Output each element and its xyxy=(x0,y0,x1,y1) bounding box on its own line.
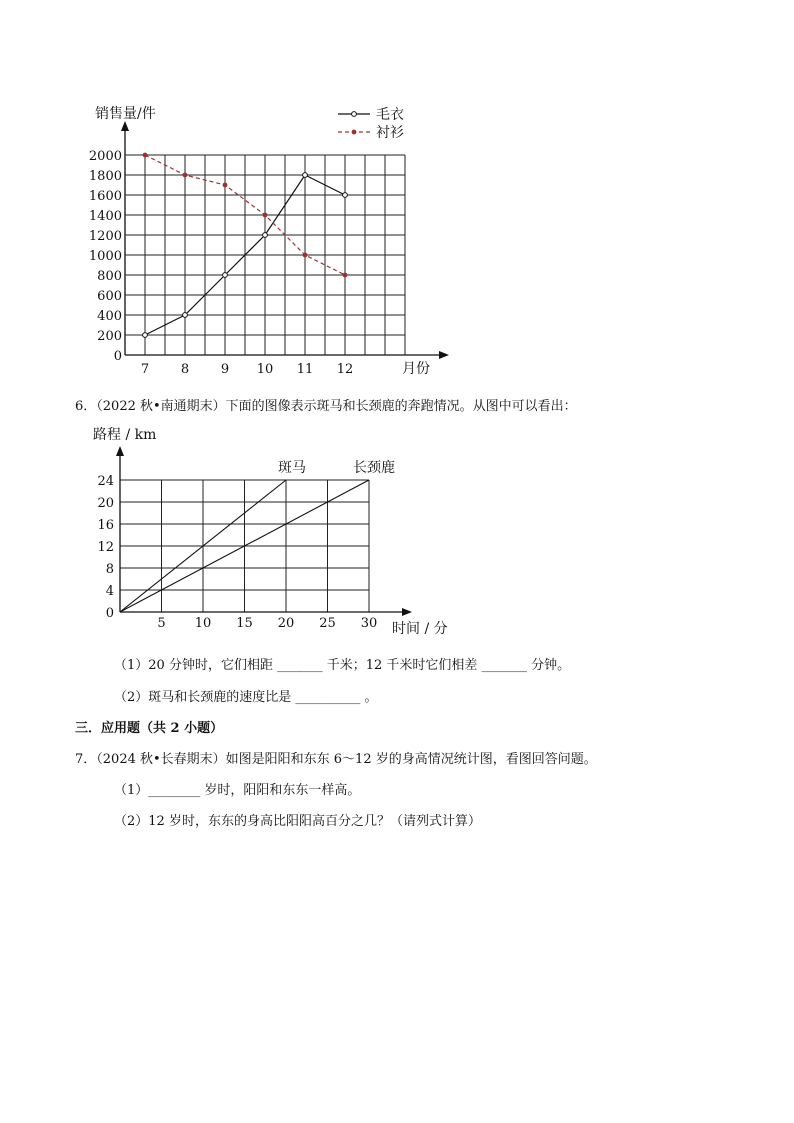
series-label-zebra: 斑马 xyxy=(278,460,306,476)
x-tick-label: 15 xyxy=(236,616,253,631)
x-axis-arrow xyxy=(402,608,412,616)
q6-sub1: （1）20 分钟时，它们相距 _______ 千米；12 千米时它们相差 _______ 分钟。 xyxy=(114,658,571,673)
x-tick-label: 10 xyxy=(194,616,212,631)
y-tick-label: 20 xyxy=(97,496,114,511)
run-chart-y-axis-label: 路程 / km xyxy=(93,427,157,443)
data-point xyxy=(343,273,348,278)
data-point xyxy=(143,153,148,158)
y-tick-label: 600 xyxy=(97,289,122,304)
data-point xyxy=(183,173,188,178)
x-tick-label: 9 xyxy=(220,362,230,377)
q7-stem: 7．（2024 秋•长春期末）如图是阳阳和东东 6～12 岁的身高情况统计图，看图回答问题。 xyxy=(75,752,597,767)
data-point xyxy=(183,313,188,318)
y-tick-label: 24 xyxy=(97,474,114,489)
run-chart-x-axis-label: 时间 / 分 xyxy=(392,621,448,637)
q7-sub2: （2）12 岁时，东东的身高比阳阳高百分之几？（请列式计算） xyxy=(114,814,481,829)
y-tick-label: 16 xyxy=(97,518,114,533)
y-tick-label: 400 xyxy=(97,309,122,324)
y-tick-label: 2000 xyxy=(88,149,122,164)
data-point xyxy=(263,233,268,238)
sales-chart-y-axis-label: 销售量/件 xyxy=(95,106,156,122)
q6-sub2: （2）斑马和长颈鹿的速度比是 __________ 。 xyxy=(114,690,378,705)
x-tick-label: 5 xyxy=(157,616,166,631)
y-tick-label: 1000 xyxy=(88,249,122,264)
x-tick-label: 20 xyxy=(277,616,295,631)
y-tick-label: 12 xyxy=(97,540,114,555)
x-tick-label: 30 xyxy=(360,616,378,631)
data-point xyxy=(143,333,148,338)
legend-marker xyxy=(352,112,357,117)
data-point xyxy=(343,193,348,198)
data-point xyxy=(303,173,308,178)
legend-marker xyxy=(352,130,357,135)
y-tick-label: 800 xyxy=(97,269,122,284)
x-tick-label: 7 xyxy=(140,362,150,377)
data-point xyxy=(303,253,308,258)
run-chart xyxy=(0,420,794,645)
x-axis-arrow xyxy=(439,351,449,359)
section-3-heading: 三．应用题（共 2 小题） xyxy=(75,721,224,736)
sales-chart-tick-labels xyxy=(89,149,353,377)
x-tick-label: 12 xyxy=(336,362,354,377)
y-axis-arrow xyxy=(116,446,124,456)
x-tick-label: 8 xyxy=(180,362,190,377)
q6-stem: 6．（2022 秋•南通期末）下面的图像表示斑马和长颈鹿的奔跑情况。从图中可以看出： xyxy=(75,399,577,414)
legend-label-sweater: 毛衣 xyxy=(376,107,404,123)
sales-chart-x-axis-label: 月份 xyxy=(402,361,430,377)
sales-chart-grid xyxy=(125,155,405,355)
sales-chart xyxy=(0,0,794,380)
x-tick-label: 10 xyxy=(256,362,274,377)
y-tick-label: 0 xyxy=(113,349,122,364)
y-tick-label: 1600 xyxy=(88,189,122,204)
data-point xyxy=(223,273,228,278)
series-label-giraffe: 长颈鹿 xyxy=(353,460,395,476)
y-tick-label: 8 xyxy=(105,562,114,577)
y-tick-label: 1800 xyxy=(88,169,122,184)
data-point xyxy=(263,213,268,218)
y-tick-label: 0 xyxy=(105,606,114,621)
y-tick-label: 1400 xyxy=(88,209,122,224)
sales-chart-legend xyxy=(338,107,404,141)
y-tick-label: 200 xyxy=(97,329,122,344)
y-tick-label: 4 xyxy=(105,584,114,599)
x-tick-label: 11 xyxy=(296,362,314,377)
q7-sub1: （1）________ 岁时，阳阳和东东一样高。 xyxy=(114,783,361,798)
y-tick-label: 1200 xyxy=(88,229,122,244)
x-tick-label: 25 xyxy=(319,616,336,631)
legend-label-shirt: 衬衫 xyxy=(376,125,404,141)
y-axis-arrow xyxy=(121,121,129,131)
data-point xyxy=(223,183,228,188)
